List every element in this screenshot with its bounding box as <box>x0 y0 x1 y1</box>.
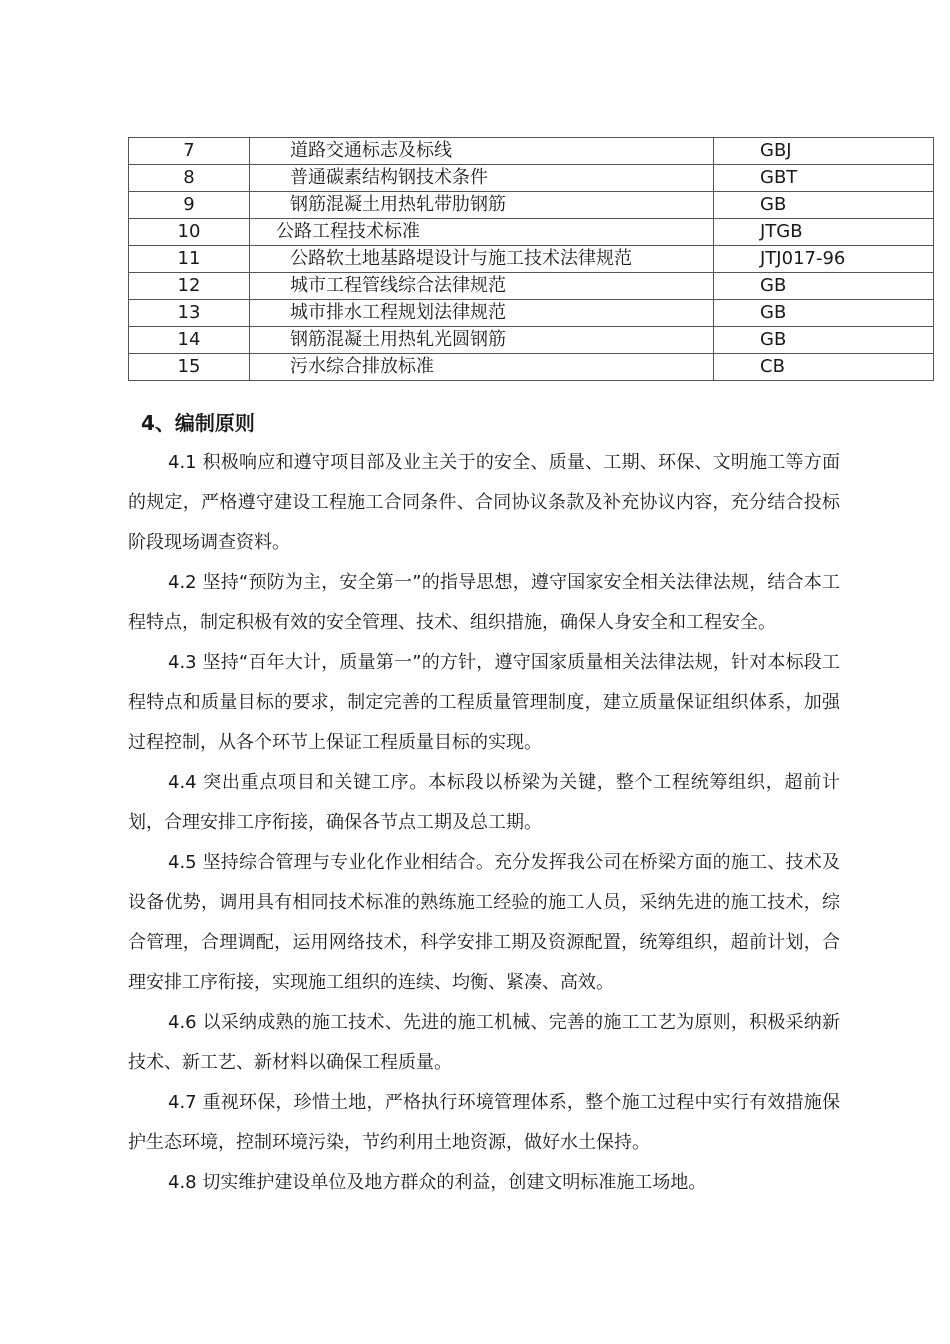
paragraph: 4.2 坚持“预防为主，安全第一”的指导思想，遵守国家安全相关法律法规，结合本工程特点，制定积极有效的安全管理、技术、组织措施，确保人身安全和工程安全。 <box>128 572 840 633</box>
row-number: 14 <box>129 327 250 354</box>
paragraph: 4.7 重视环保，珍惜土地，严格执行环境管理体系，整个施工过程中实行有效措施保护生态环境，控制环境污染，节约利用土地资源，做好水土保持。 <box>128 1092 840 1153</box>
standard-code: GB <box>714 192 934 219</box>
standard-code: CB <box>714 354 934 381</box>
standard-code: GB <box>714 273 934 300</box>
table-row <box>129 165 934 192</box>
standard-code: GB <box>714 300 934 327</box>
standards-table <box>128 137 934 381</box>
standard-code: GBT <box>714 165 934 192</box>
table-row <box>129 273 934 300</box>
standard-name: 公路软土地基路堤设计与施工技术法律规范 <box>250 246 714 273</box>
paragraph: 4.8 切实维护建设单位及地方群众的利益，创建文明标准施工场地。 <box>168 1172 707 1193</box>
standard-name: 钢筋混凝土用热轧光圆钢筋 <box>250 327 714 354</box>
table-row <box>129 354 934 381</box>
row-number: 13 <box>129 300 250 327</box>
standard-name: 公路工程技术标准 <box>250 219 714 246</box>
table-row <box>129 138 934 165</box>
row-number: 7 <box>129 138 250 165</box>
standard-name: 普通碳素结构钢技术条件 <box>250 165 714 192</box>
standard-code: GBJ <box>714 138 934 165</box>
table-row <box>129 300 934 327</box>
standard-name: 钢筋混凝土用热轧带肋钢筋 <box>250 192 714 219</box>
row-number: 10 <box>129 219 250 246</box>
table-row <box>129 219 934 246</box>
paragraph: 4.1 积极响应和遵守项目部及业主关于的安全、质量、工期、环保、文明施工等方面的规定，严格遵守建设工程施工合同条件、合同协议条款及补充协议内容，充分结合投标阶段现场调查资料。 <box>128 452 840 553</box>
row-number: 15 <box>129 354 250 381</box>
section-body <box>128 443 840 1203</box>
standard-name: 道路交通标志及标线 <box>250 138 714 165</box>
row-number: 8 <box>129 165 250 192</box>
row-number: 11 <box>129 246 250 273</box>
paragraph: 4.4 突出重点项目和关键工序。本标段以桥梁为关键，整个工程统筹组织，超前计划，合理安排工序衔接，确保各节点工期及总工期。 <box>128 772 840 833</box>
table-row <box>129 192 934 219</box>
paragraph: 4.3 坚持“百年大计，质量第一”的方针，遵守国家质量相关法律法规，针对本标段工程特点和质量目标的要求，制定完善的工程质量管理制度，建立质量保证组织体系，加强过程控制，从各个环节上保证工程质量目标的实现。 <box>128 652 840 753</box>
paragraph: 4.6 以采纳成熟的施工技术、先进的施工机械、完善的施工工艺为原则，积极采纳新技术、新工艺、新材料以确保工程质量。 <box>128 1012 840 1073</box>
standard-name: 城市工程管线综合法律规范 <box>250 273 714 300</box>
standard-code: JTGB <box>714 219 934 246</box>
standard-name: 污水综合排放标准 <box>250 354 714 381</box>
standard-code: JTJ017-96 <box>714 246 934 273</box>
table-row <box>129 327 934 354</box>
table-row <box>129 246 934 273</box>
row-number: 12 <box>129 273 250 300</box>
paragraph: 4.5 坚持综合管理与专业化作业相结合。充分发挥我公司在桥梁方面的施工、技术及设备优势，调用具有相同技术标准的熟练施工经验的施工人员，采纳先进的施工技术，综合管理，合理调配，运用网络技术，科学安排工期及资源配置，统筹组织，超前计划，合理安排工序衔接，实现施工组织的连续、均衡、紧凑、高效。 <box>128 852 840 993</box>
section-heading: 4、编制原则 <box>141 411 255 435</box>
standard-name: 城市排水工程规划法律规范 <box>250 300 714 327</box>
standard-code: GB <box>714 327 934 354</box>
row-number: 9 <box>129 192 250 219</box>
